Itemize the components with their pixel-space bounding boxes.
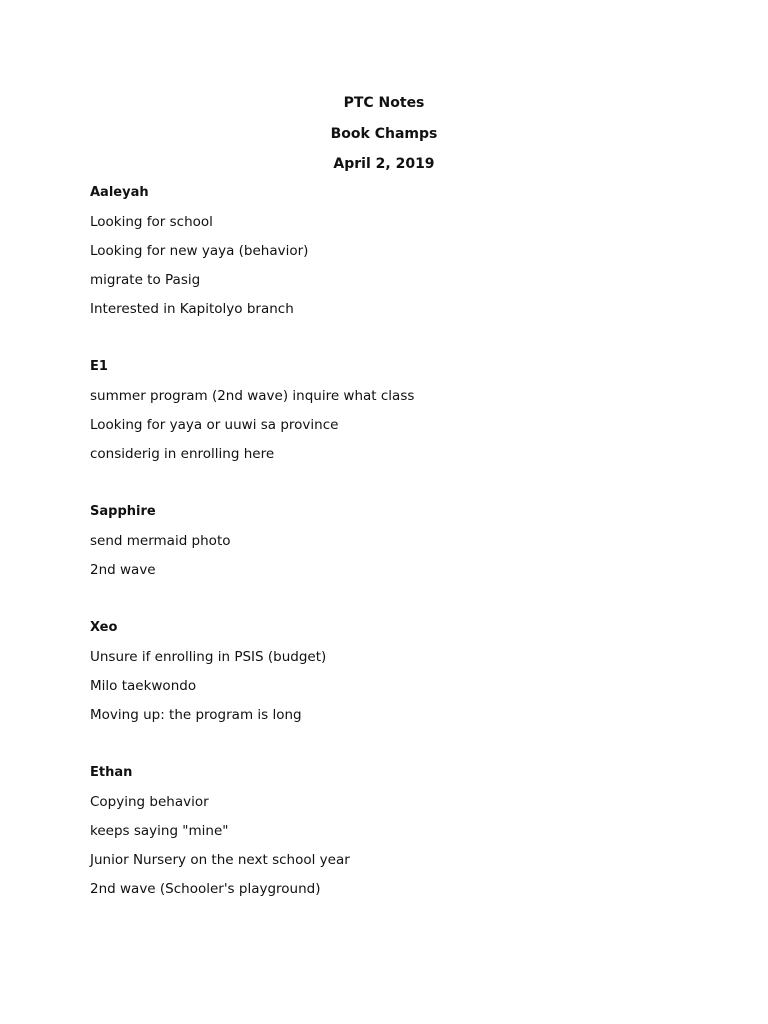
student-name: Ethan	[90, 765, 133, 780]
note-line: 2nd wave (Schooler's playground)	[90, 881, 321, 897]
note-line: 2nd wave	[90, 562, 156, 578]
note-line: Junior Nursery on the next school year	[90, 852, 350, 868]
student-section-ethan	[90, 764, 690, 909]
note-line: migrate to Pasig	[90, 272, 201, 288]
note-line: considerig in enrolling here	[90, 446, 275, 462]
student-name: Xeo	[90, 620, 118, 635]
document-title: PTC Notes	[343, 95, 425, 111]
note-line: keeps saying "mine"	[90, 823, 229, 839]
note-line: Interested in Kapitolyo branch	[90, 301, 294, 317]
document-date: April 2, 2019	[333, 156, 435, 172]
student-name: Sapphire	[90, 504, 156, 519]
student-section-e1	[90, 358, 690, 474]
note-line: send mermaid photo	[90, 533, 231, 549]
student-name: E1	[90, 359, 108, 374]
note-line: summer program (2nd wave) inquire what class	[90, 388, 415, 404]
student-name: Aaleyah	[90, 185, 149, 200]
note-line: Unsure if enrolling in PSIS (budget)	[90, 649, 327, 665]
note-line: Looking for school	[90, 214, 213, 230]
note-line: Copying behavior	[90, 794, 209, 810]
document-subtitle: Book Champs	[330, 126, 438, 142]
note-line: Milo taekwondo	[90, 678, 197, 694]
student-section-sapphire	[90, 503, 690, 590]
student-section-xeo	[90, 619, 690, 735]
note-line: Looking for new yaya (behavior)	[90, 243, 309, 259]
note-line: Looking for yaya or uuwi sa province	[90, 417, 339, 433]
notes-body	[90, 184, 690, 938]
note-line: Moving up: the program is long	[90, 707, 302, 723]
student-section-aaleyah	[90, 184, 690, 329]
